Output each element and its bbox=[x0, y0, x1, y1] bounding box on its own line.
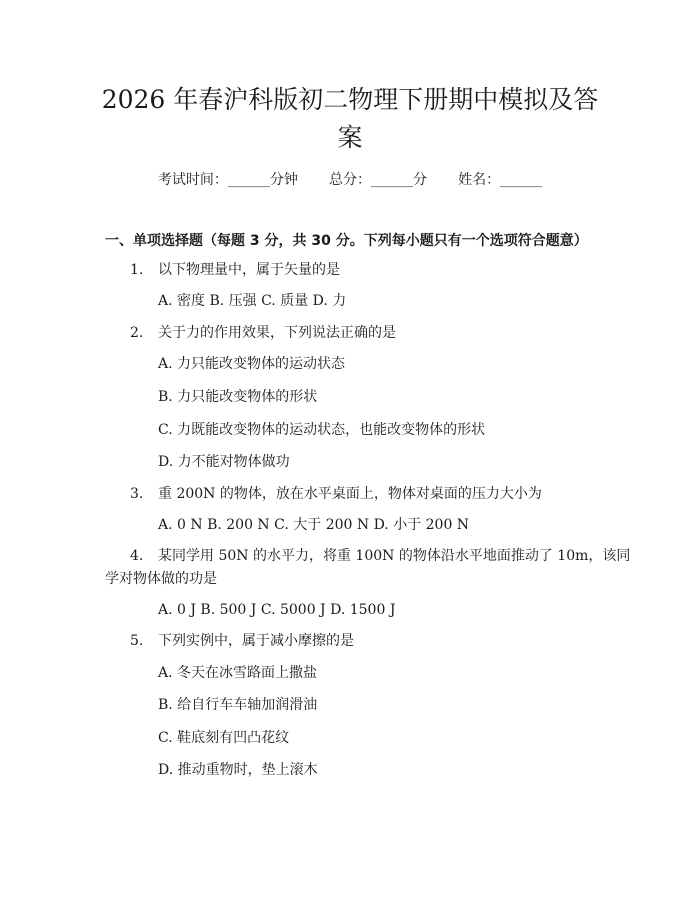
question-number: 5. bbox=[130, 633, 144, 649]
question-2-option-a: A. 力只能改变物体的运动状态 bbox=[158, 356, 346, 372]
section-heading: 一、单项选择题（每题 3 分，共 30 分。下列每小题只有一个选项符合题意） bbox=[105, 233, 588, 249]
question-text: 关于力的作用效果，下列说法正确的是 bbox=[158, 325, 396, 341]
question-5-option-d: D. 推动重物时，垫上滚木 bbox=[158, 762, 318, 778]
question-4-text-continued: 学对物体做的功是 bbox=[105, 571, 217, 587]
exam-meta bbox=[0, 169, 700, 189]
time-label: 考试时间： bbox=[157, 172, 228, 188]
name-blank: ______ bbox=[500, 172, 543, 188]
total-blank: ______ bbox=[371, 172, 413, 188]
question-1 bbox=[130, 261, 340, 279]
question-5-option-a: A. 冬天在冰雪路面上撒盐 bbox=[158, 665, 318, 681]
question-number: 3. bbox=[130, 486, 144, 502]
question-5-option-c: C. 鞋底刻有凹凸花纹 bbox=[158, 730, 290, 746]
time-blank: ______ bbox=[227, 172, 270, 188]
question-5 bbox=[130, 632, 354, 650]
time-unit: 分钟 bbox=[269, 172, 298, 188]
question-number: 1. bbox=[130, 262, 144, 278]
question-3-options: A. 0 N B. 200 N C. 大于 200 N D. 小于 200 N bbox=[158, 517, 470, 533]
question-1-options: A. 密度 B. 压强 C. 质量 D. 力 bbox=[158, 293, 347, 309]
question-2-option-d: D. 力不能对物体做功 bbox=[158, 454, 290, 470]
name-label: 姓名： bbox=[458, 172, 501, 188]
question-number: 4. bbox=[130, 548, 144, 564]
question-2-option-c: C. 力既能改变物体的运动状态，也能改变物体的形状 bbox=[158, 422, 486, 438]
document-title-line2: 案 bbox=[337, 123, 363, 152]
document-title-line1: 2026 年春沪科版初二物理下册期中模拟及答 bbox=[101, 85, 599, 114]
total-label: 总分： bbox=[329, 172, 371, 188]
question-text: 以下物理量中，属于矢量的是 bbox=[158, 262, 340, 278]
question-5-option-b: B. 给自行车车轴加润滑油 bbox=[158, 697, 318, 713]
question-4 bbox=[130, 547, 630, 565]
question-4-options: A. 0 J B. 500 J C. 5000 J D. 1500 J bbox=[158, 602, 396, 618]
question-text: 下列实例中，属于减小摩擦的是 bbox=[158, 633, 354, 649]
question-text: 重 200N 的物体，放在水平桌面上，物体对桌面的压力大小为 bbox=[158, 486, 542, 502]
total-unit: 分 bbox=[413, 172, 427, 188]
question-2-option-b: B. 力只能改变物体的形状 bbox=[158, 389, 318, 405]
question-2 bbox=[130, 324, 396, 342]
question-text: 某同学用 50N 的水平力，将重 100N 的物体沿水平地面推动了 10m，该同 bbox=[158, 548, 631, 564]
question-3 bbox=[130, 485, 542, 503]
question-number: 2. bbox=[130, 325, 144, 341]
